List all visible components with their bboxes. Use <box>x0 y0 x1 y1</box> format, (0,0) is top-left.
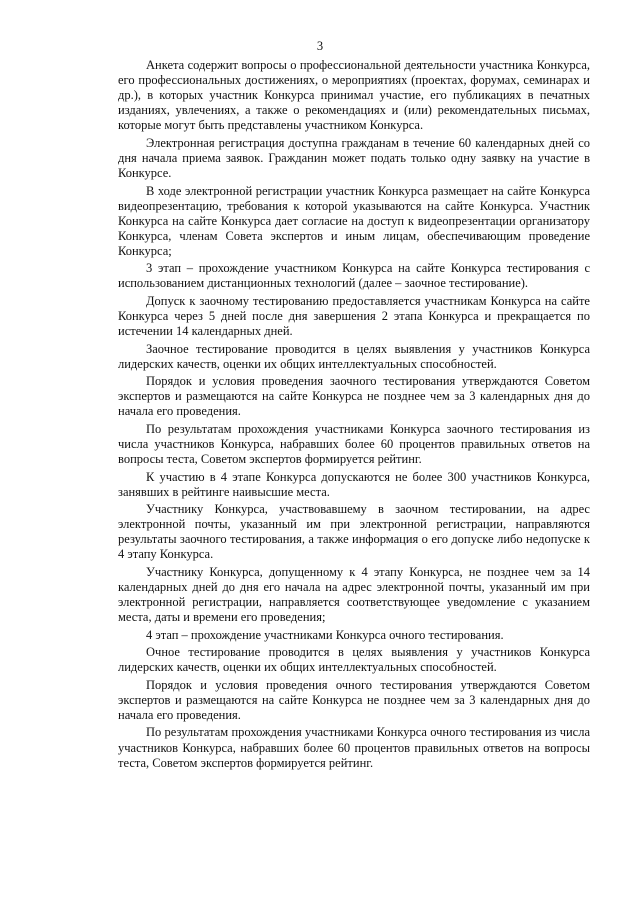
paragraph-stage-4-notice: Участнику Конкурса, допущенному к 4 этапу Конкурса, не позднее чем за 14 календарных дней до дня его начала на адрес электронной почты, указанный им при электронной регистрации, направляется соответствующее уведомление с указанием места, даты и времени его проведения; <box>118 564 590 625</box>
document-body <box>118 58 590 773</box>
paragraph-inperson-test-rating: По результатам прохождения участниками Конкурса очного тестирования из числа участников Конкурса, набравших более 60 процентов правильных ответов на вопросы теста, Советом экспертов формируется рейтинг. <box>118 725 590 770</box>
paragraph-inperson-test-procedure: Порядок и условия проведения очного тестирования утверждаются Советом экспертов и размещаются на сайте Конкурса не позднее чем за 3 календарных дня до начала его проведения. <box>118 677 590 722</box>
page-number: 3 <box>316 39 324 53</box>
paragraph-stage-4-admission: К участию в 4 этапе Конкурса допускаются не более 300 участников Конкурса, занявших в рейтинге наивысшие места. <box>118 469 590 499</box>
paragraph-inperson-test-purpose: Очное тестирование проводится в целях выявления у участников Конкурса лидерских качеств, оценки их общих интеллектуальных способностей. <box>118 645 590 675</box>
paragraph-remote-test-results: Участнику Конкурса, участвовавшему в заочном тестировании, на адрес электронной почты, указанный им при электронной регистрации, направляются результаты заочного тестирования, а также информация о его допуске либо недопуске к 4 этапу Конкурса. <box>118 502 590 562</box>
paragraph-stage-3: 3 этап – прохождение участником Конкурса на сайте Конкурса тестирования с использованием дистанционных технологий (далее – заочное тестирование). <box>118 261 590 291</box>
paragraph-electronic-registration: Электронная регистрация доступна гражданам в течение 60 календарных дней со дня начала приема заявок. Гражданин может подать только одну заявку на участие в Конкурсе. <box>118 135 590 181</box>
paragraph-remote-test-access: Допуск к заочному тестированию предоставляется участникам Конкурса на сайте Конкурса через 5 дней после дня завершения 2 этапа Конкурса и прекращается по истечении 14 календарных дней. <box>118 293 590 339</box>
paragraph-stage-4: 4 этап – прохождение участниками Конкурса очного тестирования. <box>146 627 504 642</box>
paragraph-video-presentation: В ходе электронной регистрации участник Конкурса размещает на сайте Конкурса видеопрезентацию, требования к которой указываются на сайте Конкурса. Участник Конкурса на сайте Конкурса дает согласие на доступ к видеопрезентации организатору Конкурса, членам Совета экспертов и иным лицам, обеспечивающим проведение Конкурса; <box>118 183 590 258</box>
paragraph-remote-test-procedure: Порядок и условия проведения заочного тестирования утверждаются Советом экспертов и размещаются на сайте Конкурса не позднее чем за 3 календарных дня до начала его проведения. <box>118 374 590 419</box>
paragraph-remote-test-purpose: Заочное тестирование проводится в целях выявления у участников Конкурса лидерских качеств, оценки их общих интеллектуальных способностей. <box>118 341 590 371</box>
paragraph-remote-test-rating: По результатам прохождения участниками Конкурса заочного тестирования из числа участников Конкурса, набравших более 60 процентов правильных ответов на вопросы теста, Советом экспертов формируется рейтинг. <box>118 421 590 467</box>
paragraph-questionnaire: Анкета содержит вопросы о профессиональной деятельности участника Конкурса, его профессиональных достижениях, о мероприятиях (проектах, форумах, семинарах и др.), в которых участник Конкурса принимал участие, его публикациях в печатных изданиях, увлечениях, а также о рекомендациях и (или) рекомендательных письмах, которые могут быть представлены участником Конкурса. <box>118 58 590 133</box>
